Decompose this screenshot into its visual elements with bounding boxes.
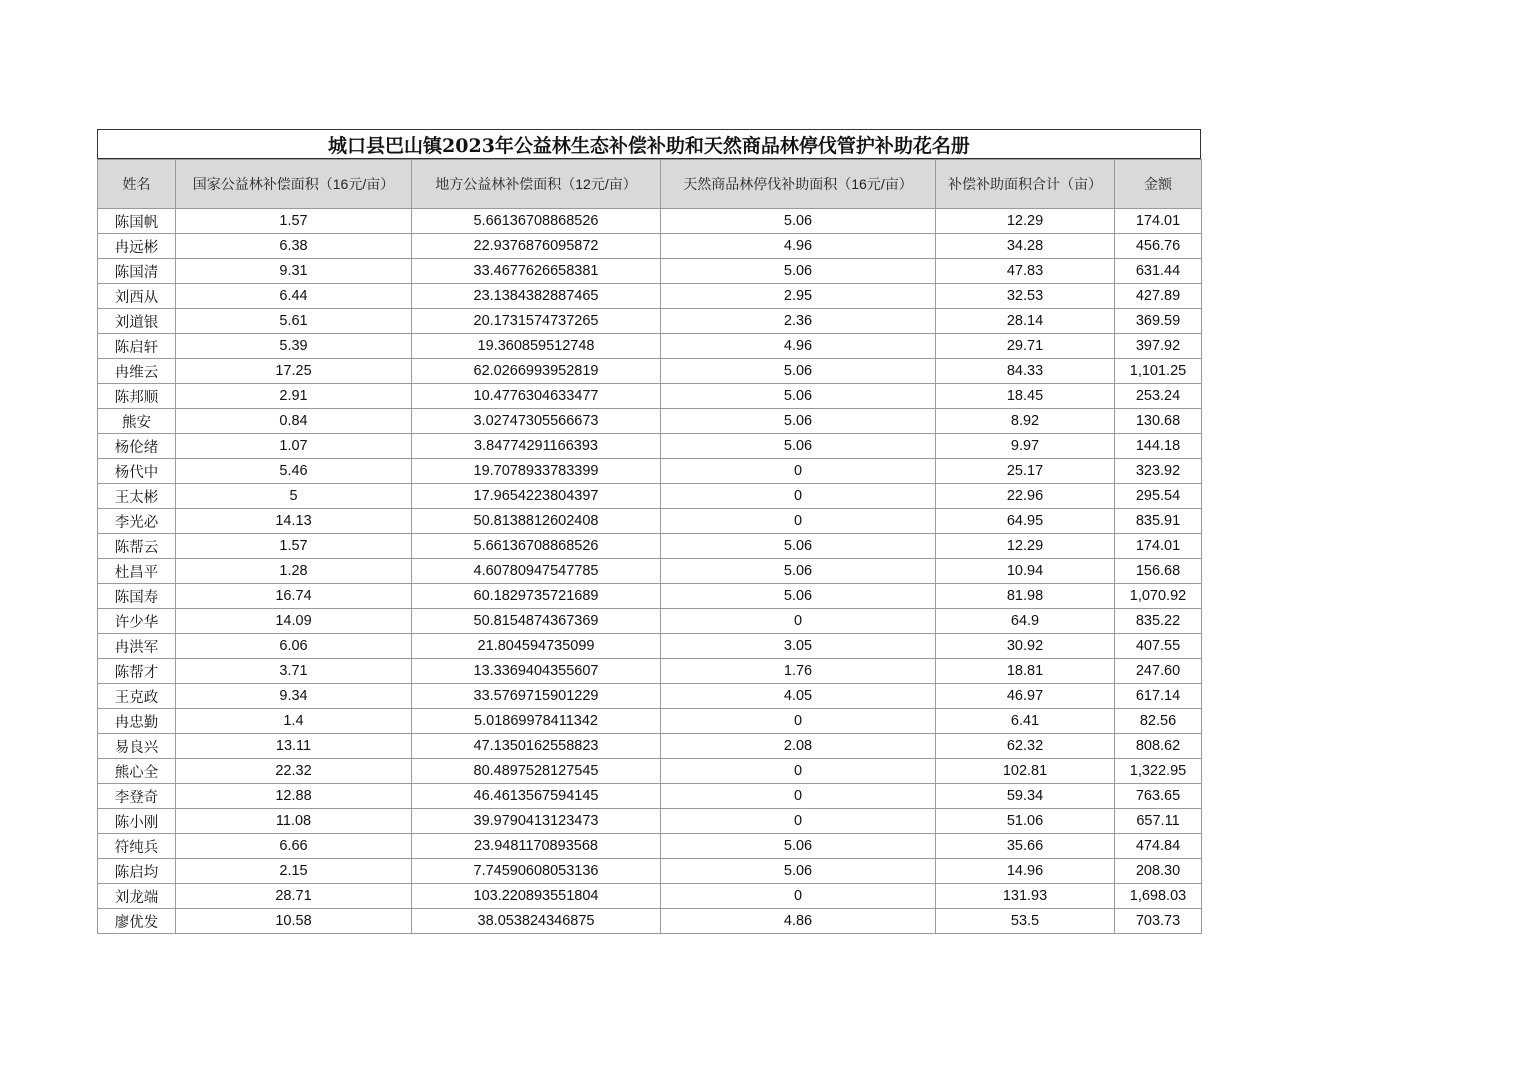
cell-national-area: 1.07 [176, 434, 412, 459]
cell-national-area: 14.13 [176, 509, 412, 534]
cell-total-area: 9.97 [936, 434, 1115, 459]
cell-local-area: 50.8138812602408 [412, 509, 661, 534]
cell-local-area: 22.9376876095872 [412, 234, 661, 259]
cell-amount: 397.92 [1115, 334, 1202, 359]
table-row [98, 409, 1202, 434]
table-row [98, 509, 1202, 534]
cell-total-area: 6.41 [936, 709, 1115, 734]
cell-local-area: 38.053824346875 [412, 909, 661, 934]
table-row [98, 709, 1202, 734]
cell-local-area: 10.4776304633477 [412, 384, 661, 409]
cell-name: 陈国清 [98, 259, 176, 284]
cell-local-area: 47.1350162558823 [412, 734, 661, 759]
cell-natural-forest-area: 5.06 [661, 209, 936, 234]
cell-natural-forest-area: 5.06 [661, 434, 936, 459]
cell-natural-forest-area: 5.06 [661, 534, 936, 559]
cell-national-area: 6.06 [176, 634, 412, 659]
cell-amount: 703.73 [1115, 909, 1202, 934]
header-natural-forest-area: 天然商品林停伐补助面积（16元/亩） [661, 160, 936, 209]
cell-name: 刘西从 [98, 284, 176, 309]
cell-local-area: 3.84774291166393 [412, 434, 661, 459]
cell-total-area: 12.29 [936, 209, 1115, 234]
cell-total-area: 8.92 [936, 409, 1115, 434]
cell-national-area: 6.38 [176, 234, 412, 259]
cell-total-area: 30.92 [936, 634, 1115, 659]
cell-total-area: 10.94 [936, 559, 1115, 584]
cell-name: 李登奇 [98, 784, 176, 809]
cell-name: 符纯兵 [98, 834, 176, 859]
cell-name: 冉洪军 [98, 634, 176, 659]
table-row [98, 859, 1202, 884]
cell-local-area: 5.66136708868526 [412, 209, 661, 234]
cell-amount: 1,322.95 [1115, 759, 1202, 784]
cell-natural-forest-area: 0 [661, 484, 936, 509]
table-row [98, 559, 1202, 584]
cell-local-area: 62.0266993952819 [412, 359, 661, 384]
cell-national-area: 6.66 [176, 834, 412, 859]
table-row [98, 634, 1202, 659]
cell-national-area: 10.58 [176, 909, 412, 934]
cell-natural-forest-area: 0 [661, 609, 936, 634]
cell-name: 陈帮云 [98, 534, 176, 559]
cell-local-area: 20.1731574737265 [412, 309, 661, 334]
cell-natural-forest-area: 5.06 [661, 559, 936, 584]
cell-amount: 174.01 [1115, 534, 1202, 559]
cell-total-area: 102.81 [936, 759, 1115, 784]
cell-national-area: 1.57 [176, 534, 412, 559]
cell-natural-forest-area: 5.06 [661, 384, 936, 409]
cell-name: 易良兴 [98, 734, 176, 759]
cell-national-area: 1.28 [176, 559, 412, 584]
cell-amount: 407.55 [1115, 634, 1202, 659]
cell-total-area: 18.81 [936, 659, 1115, 684]
table-row [98, 259, 1202, 284]
cell-name: 冉远彬 [98, 234, 176, 259]
cell-national-area: 0.84 [176, 409, 412, 434]
cell-amount: 1,101.25 [1115, 359, 1202, 384]
cell-name: 陈国寿 [98, 584, 176, 609]
cell-name: 陈启轩 [98, 334, 176, 359]
cell-amount: 156.68 [1115, 559, 1202, 584]
cell-local-area: 4.60780947547785 [412, 559, 661, 584]
cell-amount: 369.59 [1115, 309, 1202, 334]
cell-local-area: 33.5769715901229 [412, 684, 661, 709]
cell-total-area: 29.71 [936, 334, 1115, 359]
cell-natural-forest-area: 0 [661, 459, 936, 484]
table-row [98, 209, 1202, 234]
cell-total-area: 35.66 [936, 834, 1115, 859]
cell-natural-forest-area: 5.06 [661, 834, 936, 859]
cell-natural-forest-area: 4.96 [661, 334, 936, 359]
cell-national-area: 3.71 [176, 659, 412, 684]
header-amount: 金额 [1115, 160, 1202, 209]
header-total-area: 补偿补助面积合计（亩） [936, 160, 1115, 209]
cell-total-area: 22.96 [936, 484, 1115, 509]
cell-amount: 323.92 [1115, 459, 1202, 484]
cell-name: 刘龙端 [98, 884, 176, 909]
cell-national-area: 13.11 [176, 734, 412, 759]
cell-amount: 427.89 [1115, 284, 1202, 309]
cell-natural-forest-area: 5.06 [661, 584, 936, 609]
cell-amount: 247.60 [1115, 659, 1202, 684]
cell-total-area: 81.98 [936, 584, 1115, 609]
table-row [98, 759, 1202, 784]
cell-natural-forest-area: 0 [661, 809, 936, 834]
cell-total-area: 53.5 [936, 909, 1115, 934]
cell-national-area: 16.74 [176, 584, 412, 609]
cell-national-area: 6.44 [176, 284, 412, 309]
cell-national-area: 5.61 [176, 309, 412, 334]
cell-amount: 763.65 [1115, 784, 1202, 809]
cell-local-area: 33.4677626658381 [412, 259, 661, 284]
cell-national-area: 11.08 [176, 809, 412, 834]
cell-natural-forest-area: 5.06 [661, 859, 936, 884]
table-row [98, 434, 1202, 459]
cell-natural-forest-area: 1.76 [661, 659, 936, 684]
cell-local-area: 3.02747305566673 [412, 409, 661, 434]
cell-local-area: 21.804594735099 [412, 634, 661, 659]
cell-amount: 82.56 [1115, 709, 1202, 734]
table-row [98, 459, 1202, 484]
cell-name: 杜昌平 [98, 559, 176, 584]
header-row [98, 160, 1202, 209]
cell-amount: 456.76 [1115, 234, 1202, 259]
cell-name: 熊安 [98, 409, 176, 434]
cell-natural-forest-area: 5.06 [661, 409, 936, 434]
cell-name: 刘道银 [98, 309, 176, 334]
cell-name: 冉忠勤 [98, 709, 176, 734]
cell-total-area: 46.97 [936, 684, 1115, 709]
cell-local-area: 7.74590608053136 [412, 859, 661, 884]
cell-amount: 208.30 [1115, 859, 1202, 884]
cell-name: 陈国帆 [98, 209, 176, 234]
cell-name: 陈小刚 [98, 809, 176, 834]
cell-natural-forest-area: 0 [661, 509, 936, 534]
cell-natural-forest-area: 0 [661, 884, 936, 909]
cell-name: 王太彬 [98, 484, 176, 509]
cell-local-area: 46.4613567594145 [412, 784, 661, 809]
cell-total-area: 47.83 [936, 259, 1115, 284]
cell-total-area: 12.29 [936, 534, 1115, 559]
cell-national-area: 5.46 [176, 459, 412, 484]
table-row [98, 834, 1202, 859]
cell-natural-forest-area: 4.96 [661, 234, 936, 259]
table-row [98, 384, 1202, 409]
cell-total-area: 14.96 [936, 859, 1115, 884]
cell-national-area: 5 [176, 484, 412, 509]
cell-amount: 130.68 [1115, 409, 1202, 434]
cell-total-area: 59.34 [936, 784, 1115, 809]
cell-local-area: 80.4897528127545 [412, 759, 661, 784]
cell-amount: 835.91 [1115, 509, 1202, 534]
table-row [98, 659, 1202, 684]
table-row [98, 234, 1202, 259]
table-row [98, 809, 1202, 834]
table-row [98, 584, 1202, 609]
cell-national-area: 14.09 [176, 609, 412, 634]
cell-name: 杨代中 [98, 459, 176, 484]
cell-amount: 253.24 [1115, 384, 1202, 409]
roster-sheet [97, 129, 1201, 934]
table-row [98, 359, 1202, 384]
cell-total-area: 51.06 [936, 809, 1115, 834]
cell-national-area: 22.32 [176, 759, 412, 784]
header-name: 姓名 [98, 160, 176, 209]
table-row [98, 884, 1202, 909]
cell-local-area: 103.220893551804 [412, 884, 661, 909]
table-row [98, 734, 1202, 759]
cell-natural-forest-area: 0 [661, 784, 936, 809]
cell-national-area: 1.4 [176, 709, 412, 734]
cell-total-area: 64.9 [936, 609, 1115, 634]
cell-name: 陈帮才 [98, 659, 176, 684]
cell-national-area: 9.31 [176, 259, 412, 284]
cell-name: 许少华 [98, 609, 176, 634]
cell-natural-forest-area: 2.95 [661, 284, 936, 309]
cell-amount: 1,698.03 [1115, 884, 1202, 909]
cell-national-area: 28.71 [176, 884, 412, 909]
cell-natural-forest-area: 4.86 [661, 909, 936, 934]
cell-total-area: 84.33 [936, 359, 1115, 384]
table-body [98, 209, 1202, 934]
cell-name: 陈启均 [98, 859, 176, 884]
cell-local-area: 19.7078933783399 [412, 459, 661, 484]
cell-national-area: 1.57 [176, 209, 412, 234]
table-header [98, 160, 1202, 209]
cell-total-area: 64.95 [936, 509, 1115, 534]
cell-local-area: 17.9654223804397 [412, 484, 661, 509]
cell-national-area: 12.88 [176, 784, 412, 809]
cell-amount: 835.22 [1115, 609, 1202, 634]
cell-name: 杨伦绪 [98, 434, 176, 459]
table-row [98, 484, 1202, 509]
cell-total-area: 131.93 [936, 884, 1115, 909]
table-row [98, 309, 1202, 334]
table-row [98, 284, 1202, 309]
header-national-area: 国家公益林补偿面积（16元/亩） [176, 160, 412, 209]
cell-name: 王克政 [98, 684, 176, 709]
cell-local-area: 19.360859512748 [412, 334, 661, 359]
header-local-area: 地方公益林补偿面积（12元/亩） [412, 160, 661, 209]
cell-national-area: 17.25 [176, 359, 412, 384]
cell-local-area: 23.1384382887465 [412, 284, 661, 309]
cell-total-area: 25.17 [936, 459, 1115, 484]
cell-national-area: 5.39 [176, 334, 412, 359]
cell-total-area: 28.14 [936, 309, 1115, 334]
table-row [98, 684, 1202, 709]
cell-local-area: 5.01869978411342 [412, 709, 661, 734]
cell-total-area: 62.32 [936, 734, 1115, 759]
table-row [98, 909, 1202, 934]
cell-local-area: 60.1829735721689 [412, 584, 661, 609]
cell-amount: 631.44 [1115, 259, 1202, 284]
table-row [98, 534, 1202, 559]
cell-amount: 295.54 [1115, 484, 1202, 509]
cell-amount: 657.11 [1115, 809, 1202, 834]
cell-natural-forest-area: 5.06 [661, 259, 936, 284]
cell-local-area: 23.9481170893568 [412, 834, 661, 859]
cell-amount: 174.01 [1115, 209, 1202, 234]
cell-local-area: 50.8154874367369 [412, 609, 661, 634]
cell-natural-forest-area: 0 [661, 709, 936, 734]
table-row [98, 334, 1202, 359]
cell-local-area: 5.66136708868526 [412, 534, 661, 559]
cell-national-area: 2.91 [176, 384, 412, 409]
cell-natural-forest-area: 0 [661, 759, 936, 784]
cell-national-area: 9.34 [176, 684, 412, 709]
cell-natural-forest-area: 5.06 [661, 359, 936, 384]
cell-local-area: 39.9790413123473 [412, 809, 661, 834]
cell-amount: 808.62 [1115, 734, 1202, 759]
roster-table [97, 159, 1202, 934]
cell-amount: 474.84 [1115, 834, 1202, 859]
table-row [98, 609, 1202, 634]
sheet-title: 城口县巴山镇2023年公益林生态补偿补助和天然商品林停伐管护补助花名册 [97, 129, 1201, 159]
cell-name: 冉维云 [98, 359, 176, 384]
cell-name: 廖优发 [98, 909, 176, 934]
table-row [98, 784, 1202, 809]
cell-amount: 1,070.92 [1115, 584, 1202, 609]
cell-natural-forest-area: 3.05 [661, 634, 936, 659]
cell-amount: 144.18 [1115, 434, 1202, 459]
cell-national-area: 2.15 [176, 859, 412, 884]
cell-natural-forest-area: 4.05 [661, 684, 936, 709]
cell-amount: 617.14 [1115, 684, 1202, 709]
cell-total-area: 32.53 [936, 284, 1115, 309]
cell-name: 李光必 [98, 509, 176, 534]
cell-natural-forest-area: 2.36 [661, 309, 936, 334]
cell-total-area: 18.45 [936, 384, 1115, 409]
cell-natural-forest-area: 2.08 [661, 734, 936, 759]
cell-local-area: 13.3369404355607 [412, 659, 661, 684]
cell-name: 熊心全 [98, 759, 176, 784]
cell-name: 陈邦顺 [98, 384, 176, 409]
cell-total-area: 34.28 [936, 234, 1115, 259]
